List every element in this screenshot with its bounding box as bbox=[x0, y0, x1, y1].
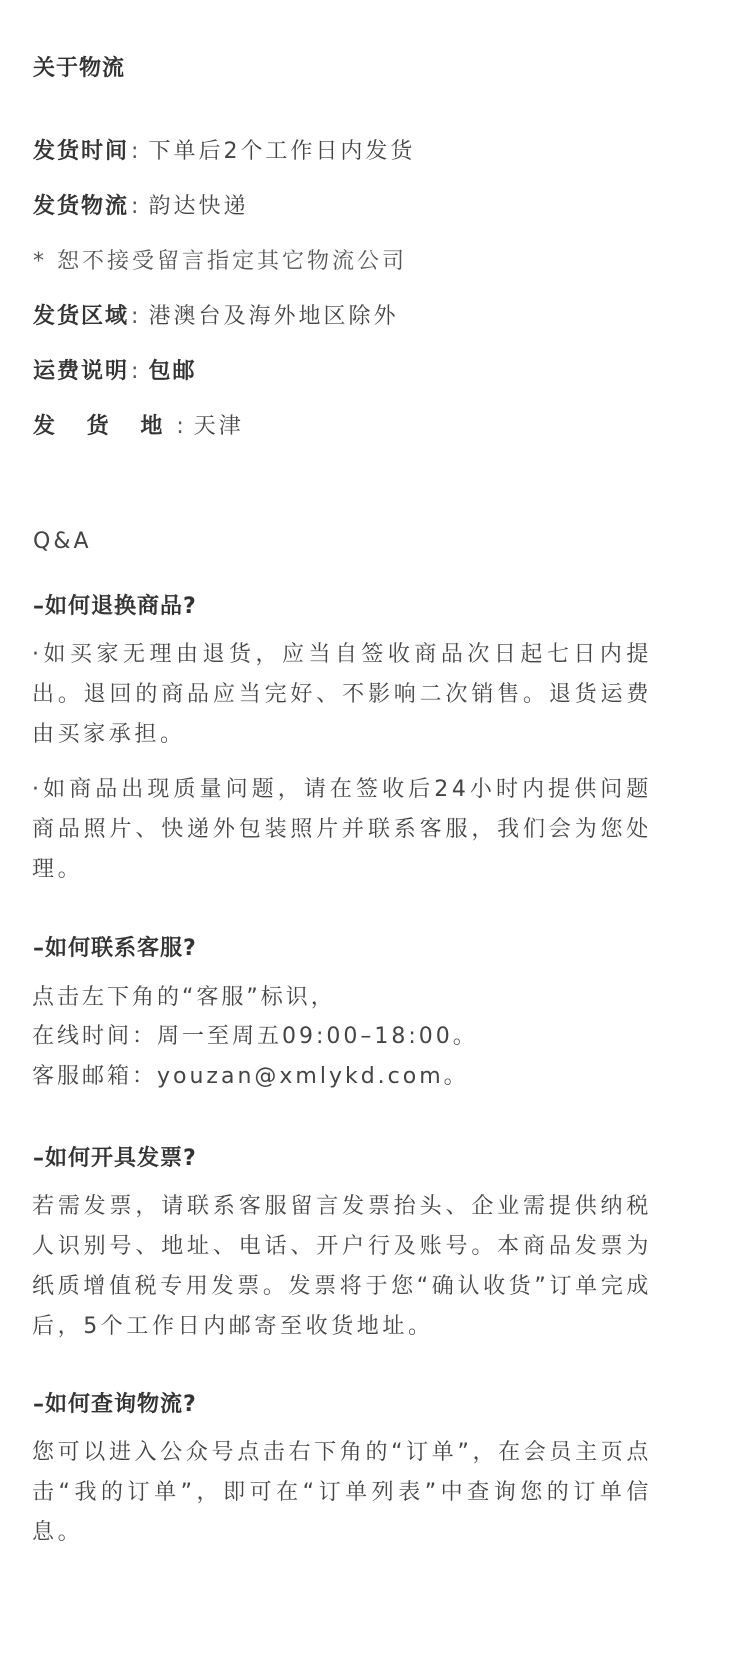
return-answer-1: ·如买家无理由退货，应当自签收商品次日起七日内提出。退回的商品应当完好、不影响二次销售。退货运费由买家承担。 bbox=[32, 642, 652, 747]
logistics-title: 关于物流 bbox=[33, 56, 126, 81]
tracking-answer: 您可以进入公众号点击右下角的“订单”，在会员主页点击“我的订单”，即可在“订单列表”中查询您的订单信息。 bbox=[32, 1440, 652, 1545]
carrier-note: * 恕不接受留言指定其它物流公司 bbox=[33, 249, 407, 274]
invoice-answer: 若需发票，请联系客服留言发票抬头、企业需提供纳税人识别号、地址、电话、开户行及账号。本商品发票为纸质增值税专用发票。发票将于您“确认收货”订单完成后，5个工作日内邮寄至收货地址。 bbox=[32, 1194, 652, 1339]
ship-origin-row bbox=[33, 412, 244, 442]
ship-time-value: 下单后2个工作日内发货 bbox=[148, 139, 416, 164]
colon: : bbox=[131, 304, 139, 329]
contact-line-2: 在线时间：周一至周五09:00–18:00。 bbox=[32, 1024, 478, 1049]
return-answer-2: ·如商品出现质量问题，请在签收后24小时内提供问题商品照片、快递外包装照片并联系客服，我们会为您处理。 bbox=[32, 777, 652, 882]
tracking-question: –如何查询物流? bbox=[33, 1392, 197, 1417]
ship-area-value: 港澳台及海外地区除外 bbox=[148, 304, 399, 329]
ship-area-row bbox=[33, 302, 398, 332]
ship-time-label: 发货时间 bbox=[33, 139, 130, 164]
invoice-question: –如何开具发票? bbox=[33, 1146, 197, 1171]
ship-origin-label: 发 货 地 bbox=[33, 414, 175, 439]
shipping-fee-label: 运费说明 bbox=[33, 359, 130, 384]
colon: : bbox=[131, 359, 139, 384]
ship-carrier-label: 发货物流 bbox=[33, 194, 130, 219]
contact-question: –如何联系客服? bbox=[33, 936, 197, 961]
ship-time-row bbox=[33, 137, 415, 167]
colon: : bbox=[131, 194, 139, 219]
ship-area-label: 发货区域 bbox=[33, 304, 130, 329]
ship-carrier-value: 韵达快递 bbox=[148, 194, 249, 219]
shipping-fee-row bbox=[33, 357, 196, 387]
contact-line-1: 点击左下角的“客服”标识， bbox=[32, 985, 336, 1010]
ship-origin-value: 天津 bbox=[193, 414, 244, 439]
shipping-fee-value: 包邮 bbox=[148, 359, 197, 384]
qa-heading: Q&A bbox=[33, 529, 92, 554]
contact-email: 客服邮箱：youzan@xmlykd.com。 bbox=[32, 1064, 469, 1089]
colon: : bbox=[176, 414, 184, 439]
return-question: –如何退换商品? bbox=[33, 594, 197, 619]
colon: : bbox=[131, 139, 139, 164]
ship-carrier-row bbox=[33, 192, 248, 222]
